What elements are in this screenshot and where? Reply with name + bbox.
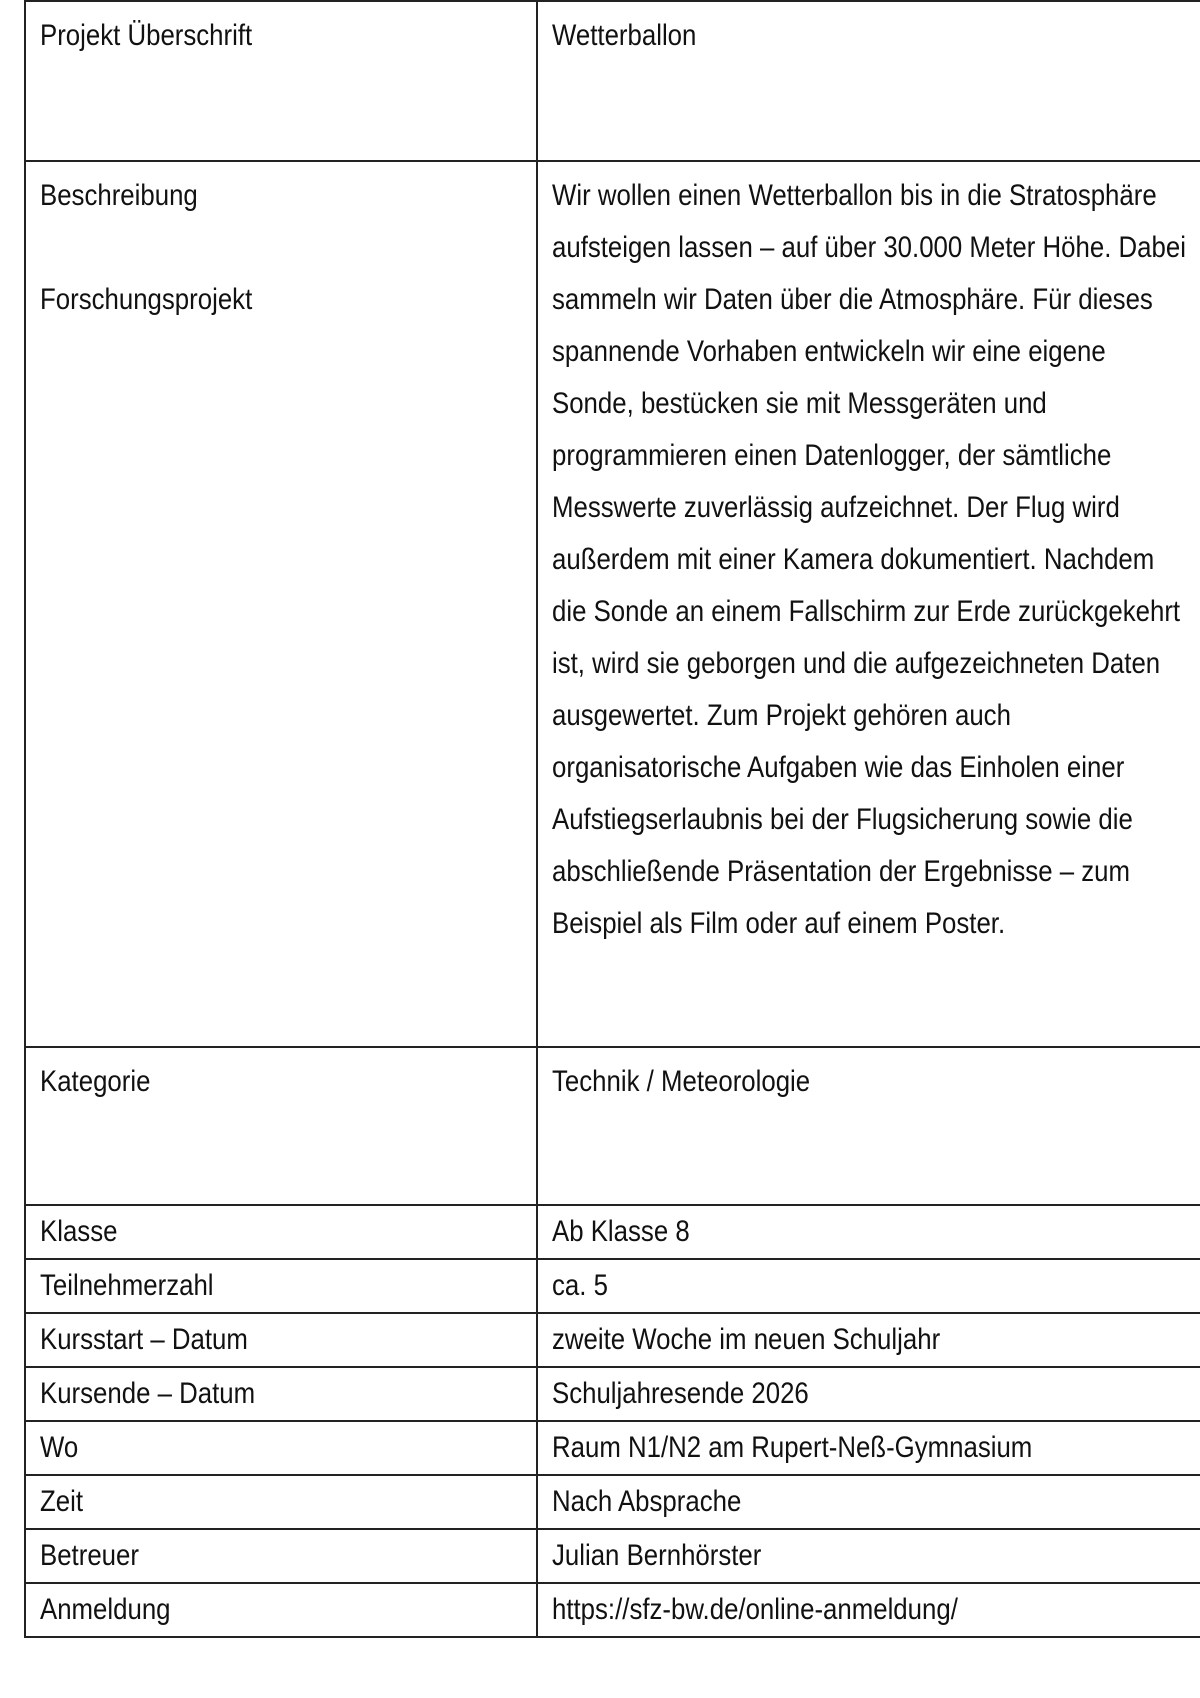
table-row-registration <box>25 1583 1200 1637</box>
description-label: Beschreibung <box>40 179 198 212</box>
label-cell <box>25 1259 537 1313</box>
value-cell <box>537 1205 1200 1259</box>
table-row-class <box>25 1205 1200 1259</box>
value-cell <box>537 161 1200 1047</box>
value-cell <box>537 1313 1200 1367</box>
project-info-sheet <box>24 0 1200 1638</box>
table-row-description <box>25 161 1200 1047</box>
label-cell <box>25 1529 537 1583</box>
supervisor-label: Betreuer <box>40 1539 139 1572</box>
project-info-table <box>24 0 1200 1638</box>
label-cell <box>25 1 537 161</box>
title-value: Wetterballon <box>552 19 697 52</box>
table-row-course-start <box>25 1313 1200 1367</box>
time-value: Nach Absprache <box>552 1485 742 1518</box>
table-row-time <box>25 1475 1200 1529</box>
description-sublabel: Forschungsprojekt <box>40 283 253 316</box>
class-label: Klasse <box>40 1215 118 1248</box>
label-cell <box>25 1205 537 1259</box>
label-cell <box>25 1583 537 1637</box>
time-label: Zeit <box>40 1485 84 1518</box>
label-cell <box>25 1313 537 1367</box>
registration-label: Anmeldung <box>40 1593 171 1626</box>
course-end-value: Schuljahresende 2026 <box>552 1377 809 1410</box>
label-cell <box>25 1047 537 1205</box>
value-cell <box>537 1259 1200 1313</box>
label-cell <box>25 1421 537 1475</box>
category-label: Kategorie <box>40 1065 151 1098</box>
table-row-category <box>25 1047 1200 1205</box>
label-cell <box>25 1475 537 1529</box>
course-start-label: Kursstart – Datum <box>40 1323 248 1356</box>
course-end-label: Kursende – Datum <box>40 1377 256 1410</box>
location-value: Raum N1/N2 am Rupert-Neß-Gymnasium <box>552 1431 1033 1464</box>
value-cell <box>537 1 1200 161</box>
value-cell <box>537 1529 1200 1583</box>
table-row-participants <box>25 1259 1200 1313</box>
class-value: Ab Klasse 8 <box>552 1215 690 1248</box>
course-start-value: zweite Woche im neuen Schuljahr <box>552 1323 941 1356</box>
category-value: Technik / Meteorologie <box>552 1065 811 1098</box>
label-cell <box>25 161 537 1047</box>
location-label: Wo <box>40 1431 79 1464</box>
registration-link[interactable]: https://sfz-bw.de/online-anmeldung/ <box>552 1593 958 1626</box>
participants-label: Teilnehmerzahl <box>40 1269 214 1302</box>
table-row-location <box>25 1421 1200 1475</box>
table-row-supervisor <box>25 1529 1200 1583</box>
table-row-course-end <box>25 1367 1200 1421</box>
title-label: Projekt Überschrift <box>40 19 253 52</box>
label-cell <box>25 1367 537 1421</box>
value-cell <box>537 1047 1200 1205</box>
value-cell <box>537 1421 1200 1475</box>
supervisor-value: Julian Bernhörster <box>552 1539 762 1572</box>
table-row-title <box>25 1 1200 161</box>
value-cell <box>537 1367 1200 1421</box>
value-cell <box>537 1475 1200 1529</box>
value-cell <box>537 1583 1200 1637</box>
description-value: Wir wollen einen Wetterballon bis in die Stratosphäre aufsteigen lassen – auf über 30.000 Meter Höhe. Dabei sammeln wir Daten über die Atmosphäre. Für dieses spannende Vorhaben entwickeln wir eine eigene Sonde, bestücken sie mit Messgeräten und programmieren einen Datenlogger, der sämtliche Messwerte zuverlässig aufzeichnet. Der Flug wird außerdem mit einer Kamera dokumentiert. Nachdem die Sonde an einem Fallschirm zur Erde zurückgekehrt ist, wird sie geborgen und die aufgezeichneten Daten ausgewertet. Zum Projekt gehören auch organisatorische Aufgaben wie das Einholen einer Aufstiegserlaubnis bei der Flugsicherung sowie die abschließende Präsentation der Ergebnisse – zum Beispiel als Film oder auf einem Poster. <box>552 179 1186 940</box>
participants-value: ca. 5 <box>552 1269 608 1302</box>
